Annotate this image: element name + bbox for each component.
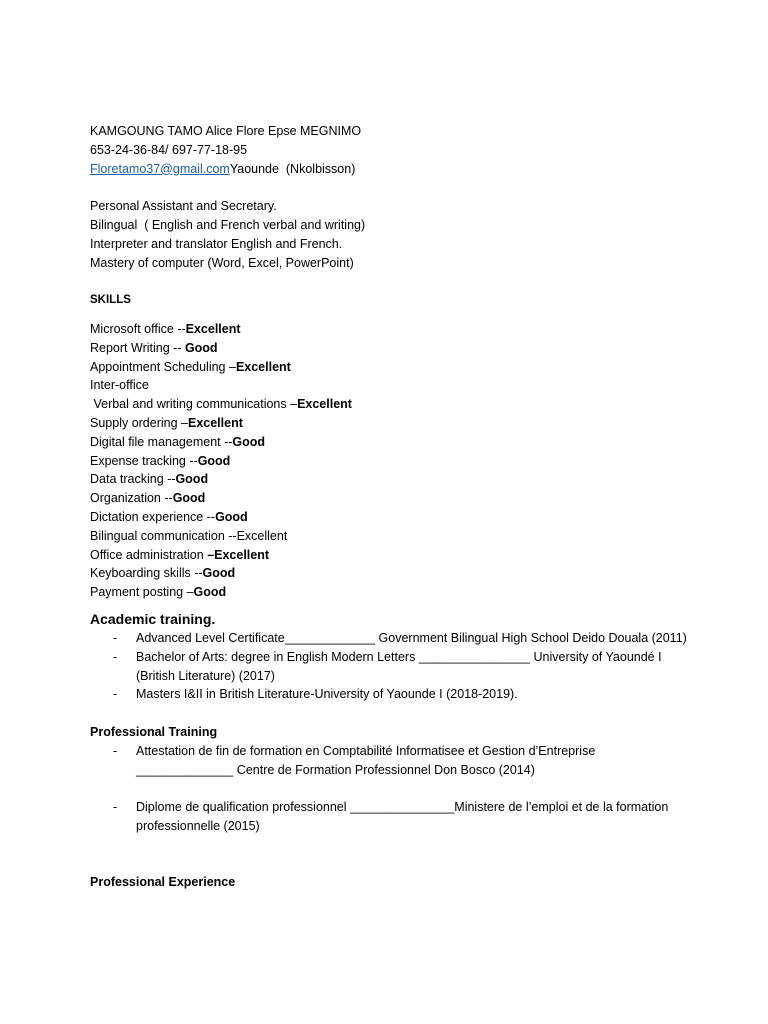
skill-item: Organization --Good — [90, 491, 206, 506]
skill-item: Bilingual communication --Excellent — [90, 528, 288, 543]
candidate-name: KAMGOUNG TAMO Alice Flore Epse MEGNIMO — [90, 124, 362, 138]
skill-item: Report Writing -- Good — [90, 340, 218, 355]
spacer — [90, 272, 690, 291]
skill-item: Data tracking --Good — [90, 472, 209, 487]
bullet: - — [113, 630, 118, 645]
professional-training-heading: Professional Training — [90, 724, 218, 739]
phone-numbers: 653-24-36-84/ 697-77-18-95 — [90, 142, 248, 157]
list-item: - Diplome de qualification professionnel _______________Ministere de l’emploi et de la formation professionnelle (2015) — [113, 800, 669, 833]
list-item: - Advanced Level Certificate_____________ Government Bilingual High School Deido Douala (2011) — [90, 629, 690, 648]
contact-line — [90, 160, 690, 179]
bullet: - — [113, 649, 118, 664]
skill-item: Supply ordering –Excellent — [90, 415, 243, 430]
skill-item: Inter-office — [90, 378, 149, 393]
academic-heading: Academic training. — [90, 610, 216, 627]
professional-experience-heading: Professional Experience — [90, 875, 236, 890]
skill-item: Verbal and writing communications –Excellent — [90, 397, 352, 412]
spacer — [90, 854, 690, 873]
list-item: - Bachelor of Arts: degree in English Modern Letters ________________ University of Yaoundé I (British Literature) (2017) — [113, 649, 662, 683]
skill-item: Expense tracking --Good — [90, 453, 231, 468]
location-text: Yaounde (Nkolbisson) — [229, 161, 356, 176]
bullet: - — [113, 800, 118, 815]
profile-line: Mastery of computer (Word, Excel, PowerPoint) — [90, 255, 354, 270]
professional-training-list — [90, 742, 690, 836]
skill-item: Keyboarding skills --Good — [90, 566, 236, 581]
academic-list — [90, 629, 690, 704]
profile-line: Interpreter and translator English and French. — [90, 236, 343, 251]
skills-heading: SKILLS — [90, 294, 131, 307]
bullet: - — [113, 687, 118, 702]
resume-document — [90, 122, 690, 892]
skill-item: Appointment Scheduling –Excellent — [90, 359, 291, 374]
skill-item: Office administration –Excellent — [90, 547, 270, 562]
skill-item: Payment posting –Good — [90, 585, 227, 600]
spacer — [90, 836, 690, 855]
spacer — [90, 178, 690, 197]
skill-item: Microsoft office --Excellent — [90, 321, 241, 336]
bullet: - — [113, 743, 118, 758]
profile-line: Personal Assistant and Secretary. — [90, 199, 277, 214]
list-item: - Attestation de fin de formation en Comptabilité Informatisee et Gestion d’Entreprise ______________ Centre de Formation Professionnel Don Bosco (2014) — [113, 743, 596, 777]
skills-list — [90, 320, 690, 602]
skill-item: Digital file management --Good — [90, 434, 266, 449]
list-item: - Masters I&II in British Literature-University of Yaounde I (2018-2019). — [90, 685, 690, 704]
email-link[interactable]: Floretamo37@gmail.com — [90, 161, 230, 176]
profile-line: Bilingual ( English and French verbal and writing) — [90, 217, 366, 232]
spacer — [90, 704, 690, 723]
skill-item: Dictation experience --Good — [90, 509, 248, 524]
